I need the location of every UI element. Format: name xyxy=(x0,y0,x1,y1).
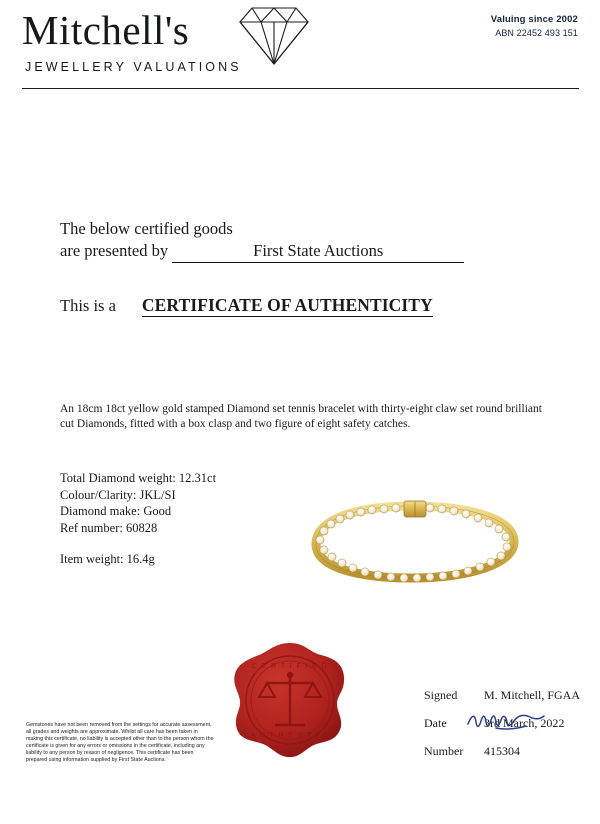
valuing-since-text: Valuing since 2002 xyxy=(490,14,578,25)
presented-by-value: First State Auctions xyxy=(172,240,464,263)
bracelet-photo xyxy=(300,498,532,588)
presented-by-label: are presented by xyxy=(60,241,169,260)
item-weight: Item weight: 16.4g xyxy=(60,552,155,566)
diamond-icon xyxy=(228,4,320,66)
seal-bottom-text: A U T H E N T I C xyxy=(250,732,330,739)
signed-label: Signed xyxy=(424,688,458,702)
presented-by-block xyxy=(60,218,464,263)
date-value: 3rd March, 2022 xyxy=(484,716,565,730)
brand-name: Mitchell's xyxy=(22,7,190,53)
number-label: Number xyxy=(424,744,464,758)
presented-line-2 xyxy=(60,240,464,263)
seal-top-text: C E R T I F I E D xyxy=(251,663,329,670)
document-header xyxy=(0,0,600,96)
certificate-title: CERTIFICATE OF AUTHENTICITY xyxy=(141,295,433,315)
this-is-a-label: This is a xyxy=(60,296,116,315)
abn-text: ABN 22452 493 151 xyxy=(495,28,578,38)
presented-line-1: The below certified goods xyxy=(60,219,233,238)
spec-colour-clarity: Colour/Clarity: JKL/SI xyxy=(60,487,176,502)
spec-diamond-make: Diamond make: Good xyxy=(60,504,172,518)
item-description: An 18cm 18ct yellow gold stamped Diamond set tennis bracelet with thirty-eight claw set round brilliant cut Diamonds, fitted with a box clasp and two figure of eight safety catches. xyxy=(60,403,542,430)
spec-total-diamond-weight: Total Diamond weight: 12.31ct xyxy=(60,471,217,485)
wax-seal-scales-icon xyxy=(231,641,349,759)
signed-value: M. Mitchell, FGAA xyxy=(484,688,580,702)
valuing-info xyxy=(491,14,578,38)
spec-ref-number: Ref number: 60828 xyxy=(60,520,158,535)
certificate-title-block xyxy=(60,295,433,316)
date-label: Date xyxy=(424,716,447,730)
number-value: 415304 xyxy=(484,744,520,758)
fineprint-disclaimer: Gemstones have not been removed from the settings for accurate assessment, all grades and weights are approximate. Whilst all care has been taken in making this certificate, no liability is accepted other than to the person whom the certificate is given for any errors or omissions in the certificate, including any liability to any person by reason of negligence. This certificate has been prepared using information supplied by First State Auctions. xyxy=(26,722,214,764)
item-specs xyxy=(60,470,216,536)
header-divider xyxy=(22,88,579,89)
handwritten-signature-icon xyxy=(466,710,546,732)
brand-subtitle: JEWELLERY VALUATIONS xyxy=(25,60,242,74)
